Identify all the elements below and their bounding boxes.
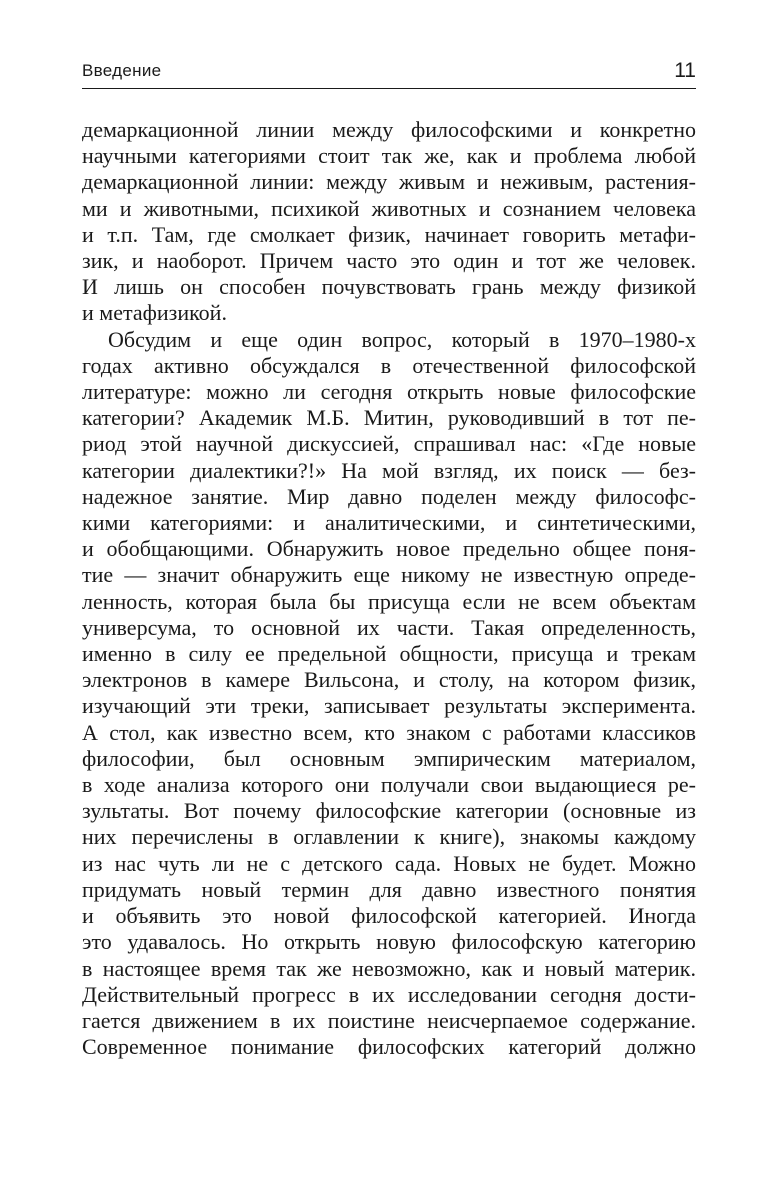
text-line: Действительный прогресс в их исследовании сегодня дости- [82, 981, 696, 1007]
text-line: категории? Академик М.Б. Митин, руководивший в тот пе- [82, 405, 696, 431]
text-line: надежное занятие. Мир давно поделен между философс- [82, 483, 696, 509]
text-line: них перечислены в оглавлении к книге), знакомы каждому [82, 824, 696, 850]
text-line: электронов в камере Вильсона, и столу, на котором физик, [82, 667, 696, 693]
body-text [82, 117, 696, 1060]
text-line: и обобщающими. Обнаружить новое предельно общее поня- [82, 536, 696, 562]
text-line: в ходе анализа которого они получали свои выдающиеся ре- [82, 772, 696, 798]
paragraph-continued [82, 117, 696, 327]
text-line: гается движением в их поистине неисчерпаемое содержание. [82, 1007, 696, 1033]
text-line: придумать новый термин для давно известного понятия [82, 876, 696, 902]
text-line: философии, был основным эмпирическим материалом, [82, 745, 696, 771]
text-line: демаркационной линии между философскими и конкретно [82, 117, 696, 142]
text-line: Обсудим и еще один вопрос, который в 1970–1980-х [108, 326, 696, 352]
text-line: именно в силу ее предельной общности, присуща и трекам [82, 641, 696, 667]
text-line: А стол, как известно всем, кто знаком с работами классиков [82, 719, 696, 745]
text-line: Современное понимание философских категорий должно [82, 1034, 696, 1060]
text-line: это удавалось. Но открыть новую философскую категорию [82, 929, 696, 955]
running-head-title: Введение [82, 61, 162, 80]
text-line: и метафизикой. [82, 300, 227, 326]
text-line: в настоящее время так же невозможно, как и новый материк. [82, 955, 696, 981]
text-line: универсума, то основной их части. Такая определенность, [82, 614, 696, 640]
text-line: литературе: можно ли сегодня открыть новые философские [82, 379, 696, 405]
text-line: кими категориями: и аналитическими, и синтетическими, [82, 510, 696, 536]
text-line: ленность, которая была бы присуща если не всем объектам [82, 588, 696, 614]
page-number: 11 [674, 59, 696, 82]
text-line: тие — значит обнаружить еще никому не известную опреде- [82, 562, 696, 588]
text-line: и т.п. Там, где смолкает физик, начинает говорить метафи- [82, 221, 696, 247]
text-line: зультаты. Вот почему философские категории (основные из [82, 798, 696, 824]
text-line: ми и животными, психикой животных и сознанием человека [82, 195, 696, 221]
text-line: риод этой научной дискуссией, спрашивал нас: «Где новые [82, 431, 696, 457]
paragraph-categories [82, 327, 696, 1061]
text-line: годах активно обсуждался в отечественной философской [82, 352, 696, 378]
text-line: демаркационной линии: между живым и неживым, растения- [82, 169, 696, 195]
running-head [82, 60, 696, 89]
text-line: научными категориями стоит так же, как и проблема любой [82, 143, 696, 169]
text-line: И лишь он способен почувствовать грань между физикой [82, 274, 696, 300]
text-line: из нас чуть ли не с детского сада. Новых не будет. Можно [82, 850, 696, 876]
text-line: категории диалектики?!» На мой взгляд, их поиск — без- [82, 457, 696, 483]
text-line: и объявить это новой философской категорией. Иногда [82, 903, 696, 929]
text-line: зик, и наоборот. Причем часто это один и тот же человек. [82, 248, 696, 274]
text-line: изучающий эти треки, записывает результаты эксперимента. [82, 693, 696, 719]
